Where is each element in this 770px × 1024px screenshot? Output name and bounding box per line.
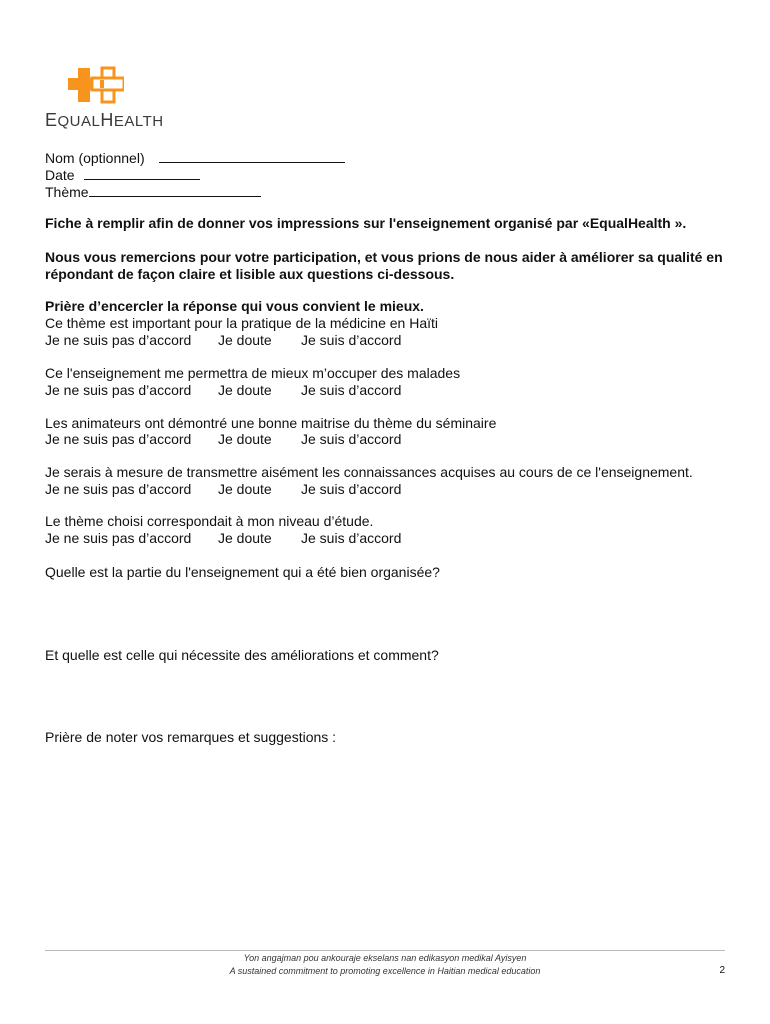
option-agree[interactable]: Je suis d’accord: [301, 481, 402, 497]
open-question-1: Quelle est la partie du l'enseignement qui a été bien organisée?: [45, 564, 440, 580]
question-4: Je serais à mesure de transmettre aisément les connaissances acquises au cours de ce l'enseignement.: [45, 464, 693, 480]
footer-divider: [45, 950, 725, 951]
name-field[interactable]: [45, 150, 345, 167]
option-agree[interactable]: Je suis d’accord: [301, 382, 402, 398]
intro-line-2: Nous vous remercions pour votre participation, et vous prions de nous aider à améliorer sa qualité en: [45, 249, 723, 265]
date-field[interactable]: [45, 167, 200, 184]
option-doubt[interactable]: Je doute: [218, 431, 272, 447]
option-agree[interactable]: Je suis d’accord: [301, 332, 402, 348]
option-agree[interactable]: Je suis d’accord: [301, 431, 402, 447]
question-3: Les animateurs ont démontré une bonne maitrise du thème du séminaire: [45, 415, 497, 431]
name-blank[interactable]: [159, 150, 345, 163]
open-question-3: Prière de noter vos remarques et suggestions :: [45, 729, 337, 745]
question-1: Ce thème est important pour la pratique de la médicine en Haïti: [45, 315, 438, 331]
logo-wordmark: EQUALHEALTH: [45, 110, 164, 130]
footer-tagline-english: A sustained commitment to promoting excellence in Haitian medical education: [229, 966, 541, 976]
theme-label: Thème: [45, 184, 89, 200]
option-disagree[interactable]: Je ne suis pas d’accord: [45, 382, 192, 398]
option-doubt[interactable]: Je doute: [218, 332, 272, 348]
page-number: 2: [719, 965, 725, 976]
option-doubt[interactable]: Je doute: [218, 530, 272, 546]
question-2: Ce l'enseignement me permettra de mieux m’occuper des malades: [45, 365, 461, 381]
theme-blank[interactable]: [89, 184, 261, 197]
equalhealth-logo: [45, 64, 164, 130]
option-doubt[interactable]: Je doute: [218, 481, 272, 497]
question-5: Le thème choisi correspondait à mon niveau d’étude.: [45, 513, 374, 529]
date-blank[interactable]: [84, 167, 200, 180]
option-disagree[interactable]: Je ne suis pas d’accord: [45, 530, 192, 546]
theme-field[interactable]: [45, 184, 261, 201]
option-disagree[interactable]: Je ne suis pas d’accord: [45, 332, 192, 348]
option-doubt[interactable]: Je doute: [218, 382, 272, 398]
intro-line-3: répondant de façon claire et lisible aux questions ci-dessous.: [45, 266, 455, 282]
option-disagree[interactable]: Je ne suis pas d’accord: [45, 481, 192, 497]
intro-line-1: Fiche à remplir afin de donner vos impressions sur l'enseignement organisé par «EqualHealth ».: [45, 215, 687, 231]
name-label: Nom (optionnel): [45, 150, 145, 166]
footer-tagline-creole: Yon angajman pou ankouraje ekselans nan edikasyon medikal Ayisyen: [243, 953, 527, 963]
equalhealth-cross-icon: [68, 64, 124, 106]
option-agree[interactable]: Je suis d’accord: [301, 530, 402, 546]
date-label: Date: [45, 167, 75, 183]
open-question-2: Et quelle est celle qui nécessite des améliorations et comment?: [45, 647, 439, 663]
instruction: Prière d’encercler la réponse qui vous convient le mieux.: [45, 298, 424, 314]
option-disagree[interactable]: Je ne suis pas d’accord: [45, 431, 192, 447]
